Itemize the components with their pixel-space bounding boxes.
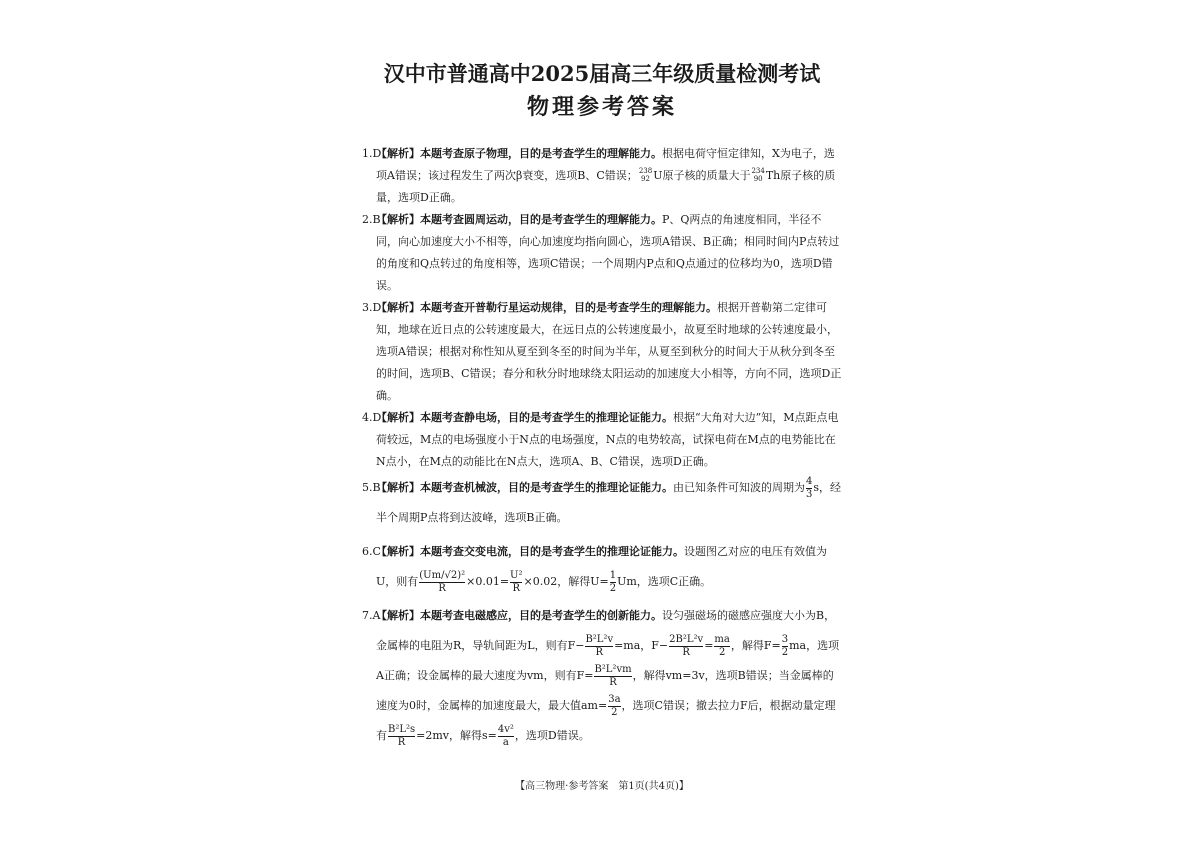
fraction-numerator: 4 [806, 475, 813, 487]
mass-number: 234 [751, 167, 765, 175]
page-footer: 【高三物理·参考答案 第1页(共4页)】 [515, 781, 689, 792]
fraction [608, 694, 620, 719]
answer-text: ，解得F= [730, 639, 781, 652]
answer-text: =ma，F− [614, 639, 669, 652]
mass-number: 238 [638, 167, 653, 175]
fraction-numerator: 2B²L²v [669, 633, 704, 645]
answer-text: 根据开普勒第二定律可知，地球在近日点的公转速度最大，在远日点的公转速度最小，故夏至时地球的公转速度最小，选项A错误；根据对称性知从夏至到冬至的时间为半年，从夏至到秋分的时间大于从秋分到冬至的时间，选项B、C错误；春分和秋分时地球绕太阳运动的加速度大小相等，方向不同，选项D正确。 [376, 301, 842, 402]
fraction [510, 570, 522, 595]
fraction-numerator: B²L²s [388, 723, 416, 735]
fraction-numerator: (Um/√2)² [419, 569, 466, 581]
analysis-tag: 【解析】 [376, 411, 420, 424]
fraction [419, 570, 465, 595]
fraction [388, 724, 415, 749]
fraction-numerator: 4v² [497, 723, 514, 735]
exam-subtitle: 物理参考答案 [526, 94, 677, 120]
answer-list [362, 143, 842, 751]
answer-lead: 本题考查交变电流，目的是考查学生的推理论证能力。 [420, 545, 684, 558]
answer-number: 1.D [362, 147, 382, 160]
answer-text: Um，选项C正确。 [617, 575, 712, 588]
fraction-denominator: R [669, 646, 703, 659]
answer-text: =2mv，解得s= [416, 729, 497, 742]
answer-item-3 [362, 297, 842, 407]
answer-number: 7.A [362, 609, 381, 622]
analysis-tag: 【解析】 [376, 609, 420, 622]
fraction-numerator: 1 [609, 569, 617, 581]
fraction-denominator: 2 [608, 706, 620, 719]
exam-title: 汉中市普通高中2025届高三年级质量检测考试 [383, 61, 821, 86]
fraction-denominator: 2 [781, 646, 789, 658]
fraction [585, 634, 613, 659]
answer-number: 3.D [362, 301, 382, 314]
fraction-denominator: R [594, 676, 631, 689]
fraction-numerator: B²L²v [585, 633, 614, 645]
answer-text: ，解得vm=3v，选项B错误；当金属棒的速度为0时，金属棒的加速度最大，最大值am= [376, 669, 834, 712]
fraction [594, 664, 631, 689]
answer-text: s，经半个周期P点将到达波峰，选项B正确。 [376, 481, 842, 524]
analysis-tag: 【解析】 [376, 481, 420, 494]
answer-item-4 [362, 407, 842, 473]
answer-number: 4.D [362, 411, 382, 424]
analysis-tag: 【解析】 [376, 545, 420, 558]
fraction [782, 634, 788, 659]
fraction [610, 570, 616, 595]
fraction-denominator: 2 [609, 582, 617, 594]
answer-number: 2.B [362, 213, 381, 226]
answer-text: 由已知条件可知波的周期为 [673, 481, 805, 494]
answer-item-7 [362, 601, 842, 751]
fraction [498, 724, 514, 749]
analysis-tag: 【解析】 [376, 301, 420, 314]
fraction [669, 634, 703, 659]
answer-text: ，选项D错误。 [514, 729, 590, 742]
answer-text: ，选项C错误；撤去拉力F后，根据动量定理有 [376, 699, 836, 742]
answer-lead: 本题考查开普勒行星运动规律，目的是考查学生的理解能力。 [420, 301, 717, 314]
fraction-denominator: R [510, 582, 522, 595]
answer-lead: 本题考查电磁感应，目的是考查学生的创新能力。 [420, 609, 662, 622]
fraction-numerator: B²L²vm [594, 663, 632, 675]
answer-text: 设题图乙对应的电压有效值为U，则有 [376, 545, 827, 588]
nuclide-index [639, 167, 652, 183]
fraction-denominator: R [388, 736, 415, 749]
answer-text: ma，选项A正确；设金属棒的最大速度为vm，则有F= [376, 639, 840, 682]
answer-text: U原子核的质量大于 [653, 169, 751, 182]
answer-lead: 本题考查圆周运动，目的是考查学生的理解能力。 [420, 213, 662, 226]
analysis-tag: 【解析】 [376, 147, 420, 160]
answer-item-2 [362, 209, 842, 297]
fraction [806, 476, 812, 501]
fraction-numerator: U² [510, 569, 523, 581]
nuclide-index [751, 167, 764, 183]
fraction-denominator: 2 [714, 646, 729, 659]
answer-text: ×0.02，解得U= [523, 575, 609, 588]
answer-text: P、Q两点的角速度相同，半径不同，向心加速度大小不相等，向心加速度均指向圆心，选项A错误、B正确；相同时间内P点转过的角度和Q点转过的角度相等，选项C错误；一个周期内P点和Q点通过的位移均为0，选项D错误。 [376, 213, 840, 292]
fraction-numerator: ma [714, 633, 730, 645]
answer-number: 5.B [362, 481, 381, 494]
fraction [714, 634, 729, 659]
answer-text: 根据“大角对大边”知，M点距点电荷较远，M点的电场强度小于N点的电场强度，N点的电势较高，试探电荷在M点的电势能比在N点小，在M点的动能比在N点大，选项A、B、C错误，选项D正确。 [376, 411, 839, 468]
answer-item-5 [362, 473, 842, 533]
answer-lead: 本题考查静电场，目的是考查学生的推理论证能力。 [420, 411, 673, 424]
answer-sheet-page [362, 58, 842, 798]
answer-lead: 本题考查原子物理，目的是考查学生的理解能力。 [420, 147, 662, 160]
answer-text: Th原子核的质量，选项D正确。 [376, 169, 836, 204]
answer-text: = [704, 639, 714, 652]
fraction-denominator: a [498, 736, 514, 749]
answer-item-6 [362, 537, 842, 597]
atomic-number: 92 [641, 175, 650, 183]
answer-text: 设匀强磁场的磁感应强度大小为B，金属棒的电阻为R，导轨间距为L，则有F− [376, 609, 836, 652]
fraction-denominator: 3 [806, 488, 813, 500]
fraction-denominator: R [419, 582, 465, 595]
answer-text: ×0.01= [466, 575, 510, 588]
answer-text: 根据电荷守恒定律知，X为电子，选项A错误；该过程发生了两次β衰变，选项B、C错误； [376, 147, 835, 182]
atomic-number: 90 [753, 175, 763, 183]
fraction-numerator: 3a [608, 693, 621, 705]
answer-lead: 本题考查机械波，目的是考查学生的推理论证能力。 [420, 481, 673, 494]
fraction-denominator: R [585, 646, 613, 659]
answer-number: 6.C [362, 545, 381, 558]
fraction-numerator: 3 [781, 633, 789, 645]
analysis-tag: 【解析】 [376, 213, 420, 226]
answer-item-1 [362, 143, 842, 209]
